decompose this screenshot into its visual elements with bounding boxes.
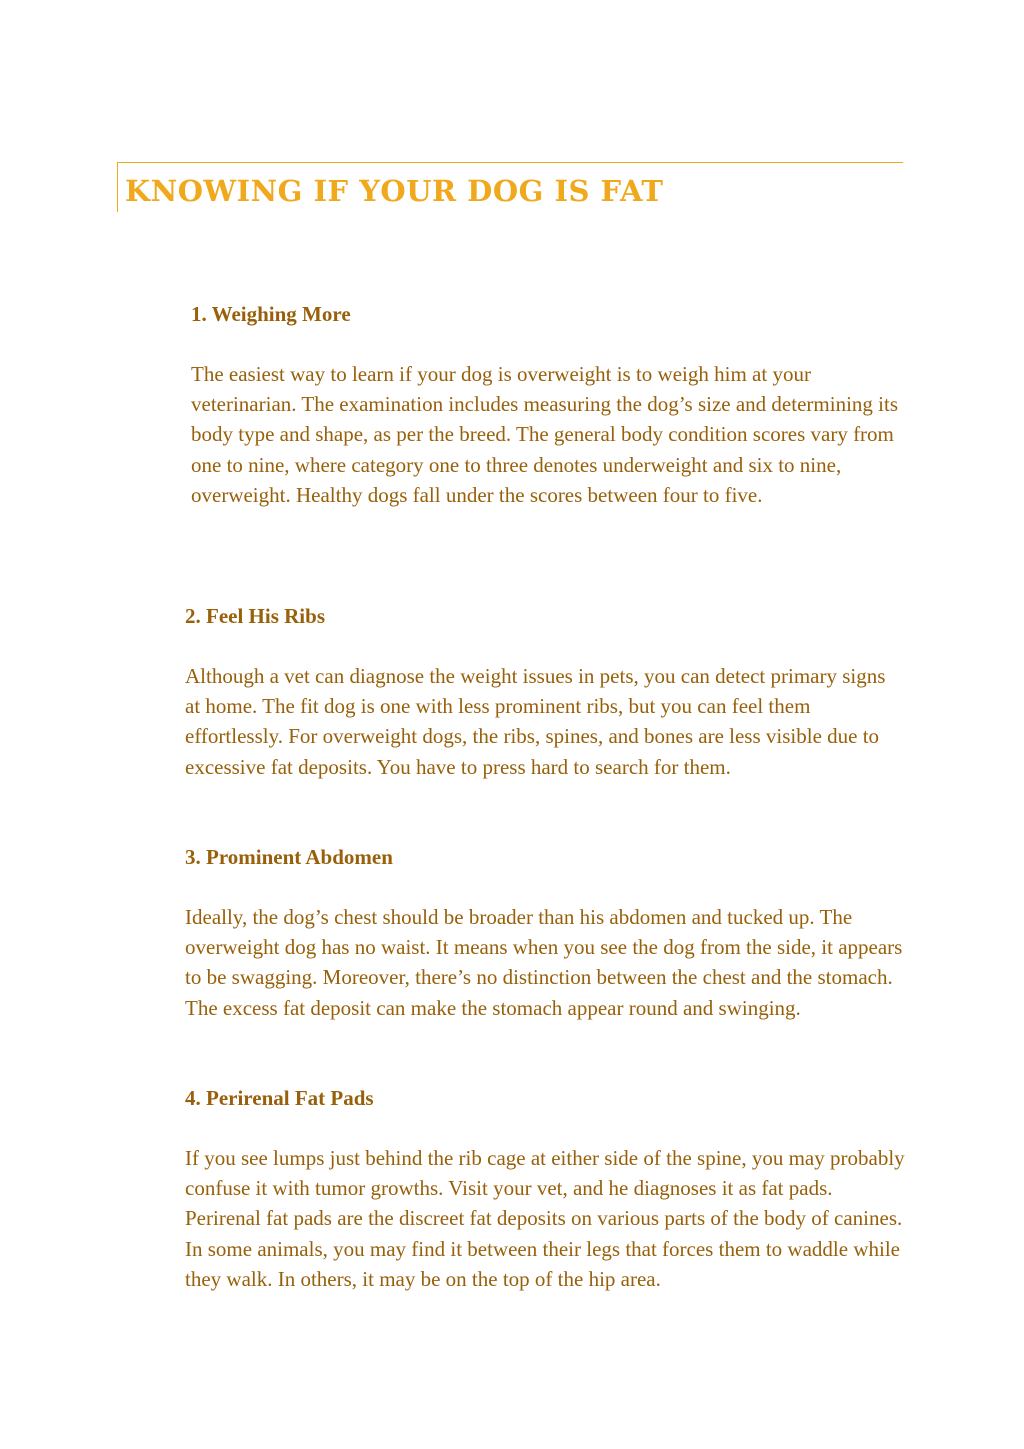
section-paragraph: The easiest way to learn if your dog is overweight is to weigh him at your veterinarian. The examination includes measuring the dog’s size and determining its body type and shape, as per the breed. The general body condition scores vary from one to nine, where category one to three denotes underweight and six to nine, overweight. Healthy dogs fall under the scores between four to five. xyxy=(191,362,898,507)
title-frame xyxy=(117,162,903,212)
page-title: KNOWING IF YOUR DOG IS FAT xyxy=(125,174,664,208)
section-weighing-more xyxy=(191,299,903,510)
section-heading: 3. Prominent Abdomen xyxy=(185,845,393,869)
section-paragraph: Ideally, the dog’s chest should be broader than his abdomen and tucked up. The overweight dog has no waist. It means when you see the dog from the side, it appears to be swagging. Moreover, there’s no distinction between the chest and the stomach. The excess fat deposit can make the stomach appear round and swinging. xyxy=(185,905,903,1020)
section-heading: 2. Feel His Ribs xyxy=(185,604,325,628)
section-prominent-abdomen xyxy=(185,842,905,1023)
section-feel-his-ribs xyxy=(185,601,905,782)
section-perirenal-fat-pads xyxy=(185,1083,905,1294)
section-paragraph: If you see lumps just behind the rib cage at either side of the spine, you may probably confuse it with tumor growths. Visit your vet, and he diagnoses it as fat pads. Perirenal fat pads are the discreet fat deposits on various parts of the body of canines. In some animals, you may find it between their legs that forces them to waddle while they walk. In others, it may be on the top of the hip area. xyxy=(185,1146,905,1291)
section-heading: 4. Perirenal Fat Pads xyxy=(185,1086,374,1110)
section-heading: 1. Weighing More xyxy=(191,302,351,326)
section-paragraph: Although a vet can diagnose the weight issues in pets, you can detect primary signs at home. The fit dog is one with less prominent ribs, but you can feel them effortlessly. For overweight dogs, the ribs, spines, and bones are less visible due to excessive fat deposits. You have to press hard to search for them. xyxy=(185,664,886,779)
